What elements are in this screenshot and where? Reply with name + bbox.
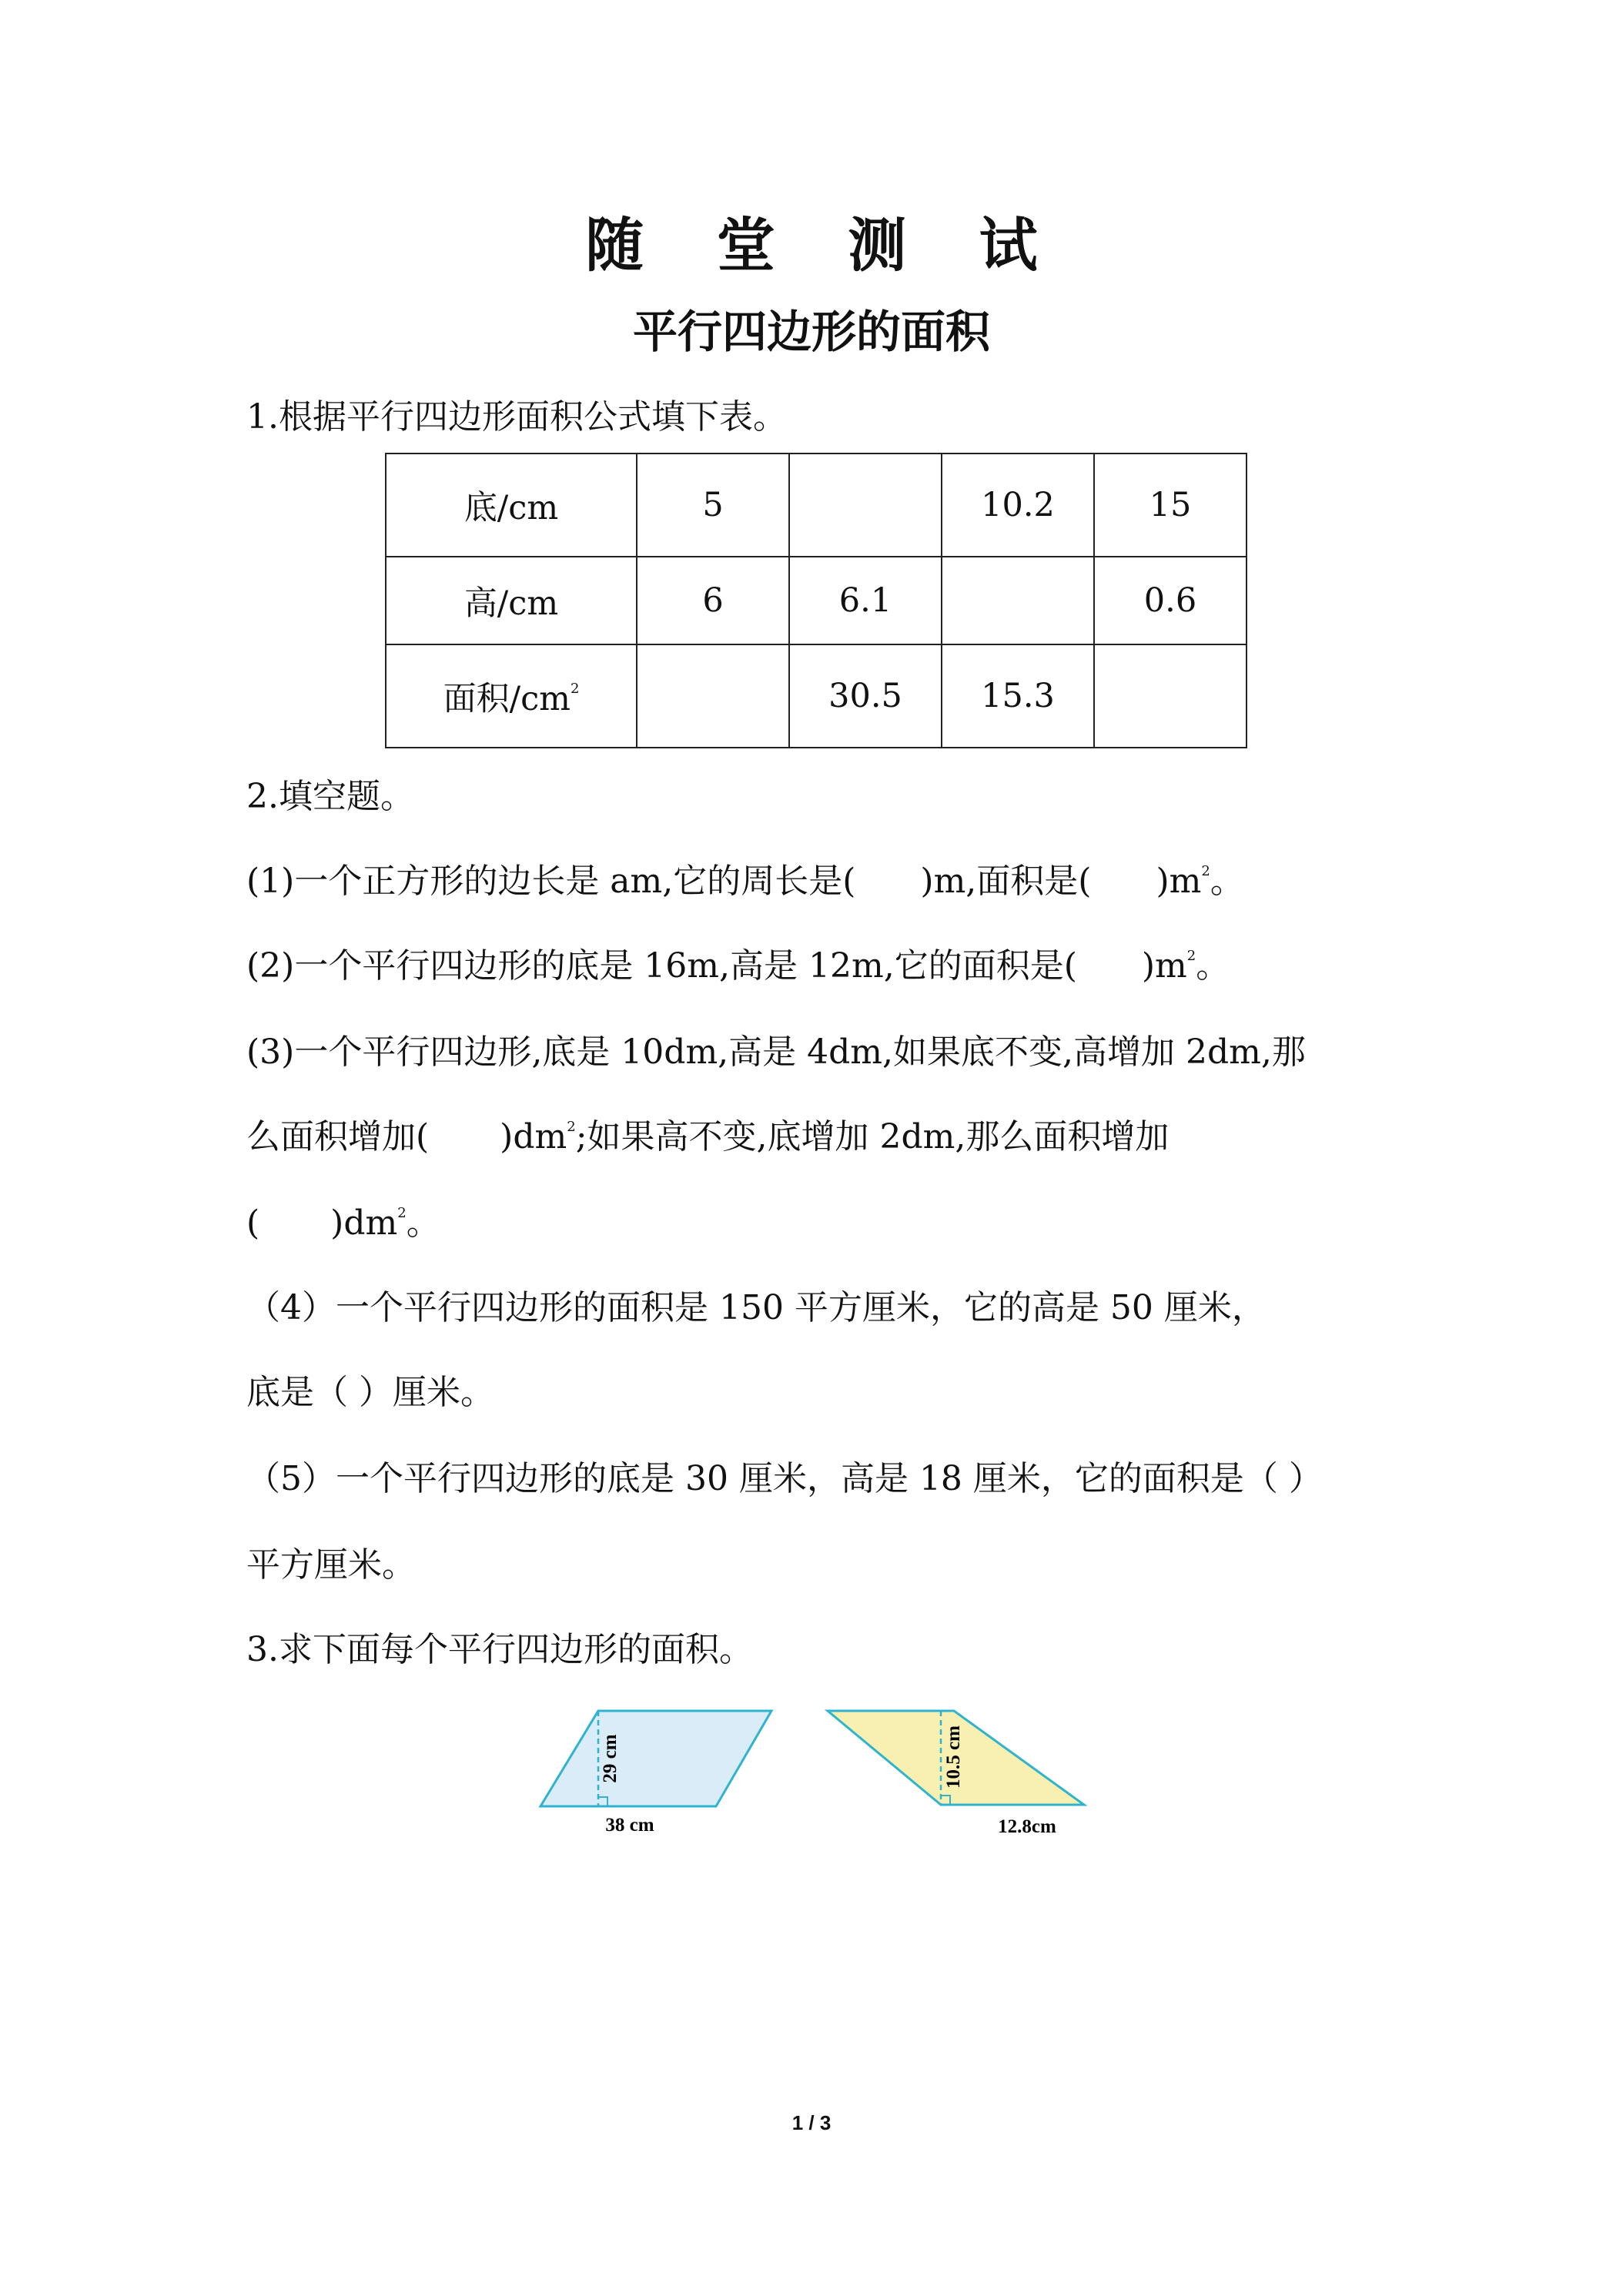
fig2-height-label: 10.5 cm [943, 1725, 964, 1789]
table-cell: 0.6 [1094, 557, 1247, 644]
table-cell: 6 [637, 557, 789, 644]
table-cell: 10.2 [942, 454, 1094, 557]
table-row [386, 644, 1247, 748]
q2-item-5-line1: （5）一个平行四边形的底是 30 厘米，高是 18 厘米，它的面积是（ ） [246, 1459, 1323, 1498]
q1-table [385, 453, 1247, 748]
q2-item-2: (2)一个平行四边形的底是 16m,高是 12m,它的面积是( )$m^2$。 [246, 946, 1230, 986]
table-cell: 15.3 [942, 644, 1094, 748]
fig2-base-label: 12.8cm [998, 1816, 1056, 1837]
table-row-header: 底/cm [386, 454, 637, 557]
table-row [386, 557, 1247, 644]
q2-item-4-line1: （4）一个平行四边形的面积是 150 平方厘米，它的高是 50 厘米， [246, 1288, 1266, 1327]
table-cell [637, 644, 789, 748]
table-cell: 6.1 [789, 557, 942, 644]
table-cell [1094, 644, 1247, 748]
q2-item-5-line2: 平方厘米。 [246, 1545, 416, 1585]
table-row [386, 454, 1247, 557]
q2-item-3-line1: (3)一个平行四边形,底是 10dm,高是 4dm,如果底不变,高增加 2dm,那 [246, 1033, 1306, 1072]
q2-item-3-line2: 么面积增加( )$dm^2$;如果高不变,底增加 2dm,那么面积增加 [246, 1117, 1170, 1156]
q2-item-1: (1)一个正方形的边长是 am,它的周长是( )m,面积是( )$m^2$。 [246, 862, 1244, 901]
fig1-height-label: 29 cm [600, 1734, 621, 1783]
table-cell: 15 [1094, 454, 1247, 557]
table-cell [942, 557, 1094, 644]
table-cell: 5 [637, 454, 789, 557]
table-cell [789, 454, 942, 557]
q3-prompt: 3.求下面每个平行四边形的面积。 [246, 1630, 753, 1669]
page-title: 随 堂 测 试 [585, 211, 1064, 279]
q2-prompt: 2.填空题。 [246, 777, 414, 816]
q1-prompt: 1.根据平行四边形面积公式填下表。 [246, 397, 787, 437]
q2-item-3-line3: ( )$dm^2$。 [246, 1203, 440, 1243]
page-subtitle: 平行四边形的面积 [632, 306, 990, 358]
q2-item-4-line2: 底是（ ）厘米。 [246, 1373, 494, 1412]
table-cell: 30.5 [789, 644, 942, 748]
page-number: 1 / 3 [791, 2111, 832, 2134]
table-row-header: 高/cm [386, 557, 637, 644]
q3-figures [524, 1694, 1109, 1856]
table-row-header: 面积$/cm^2$ [386, 644, 637, 748]
fig1-base-label: 38 cm [605, 1815, 654, 1836]
parallelogram-1 [540, 1711, 771, 1806]
